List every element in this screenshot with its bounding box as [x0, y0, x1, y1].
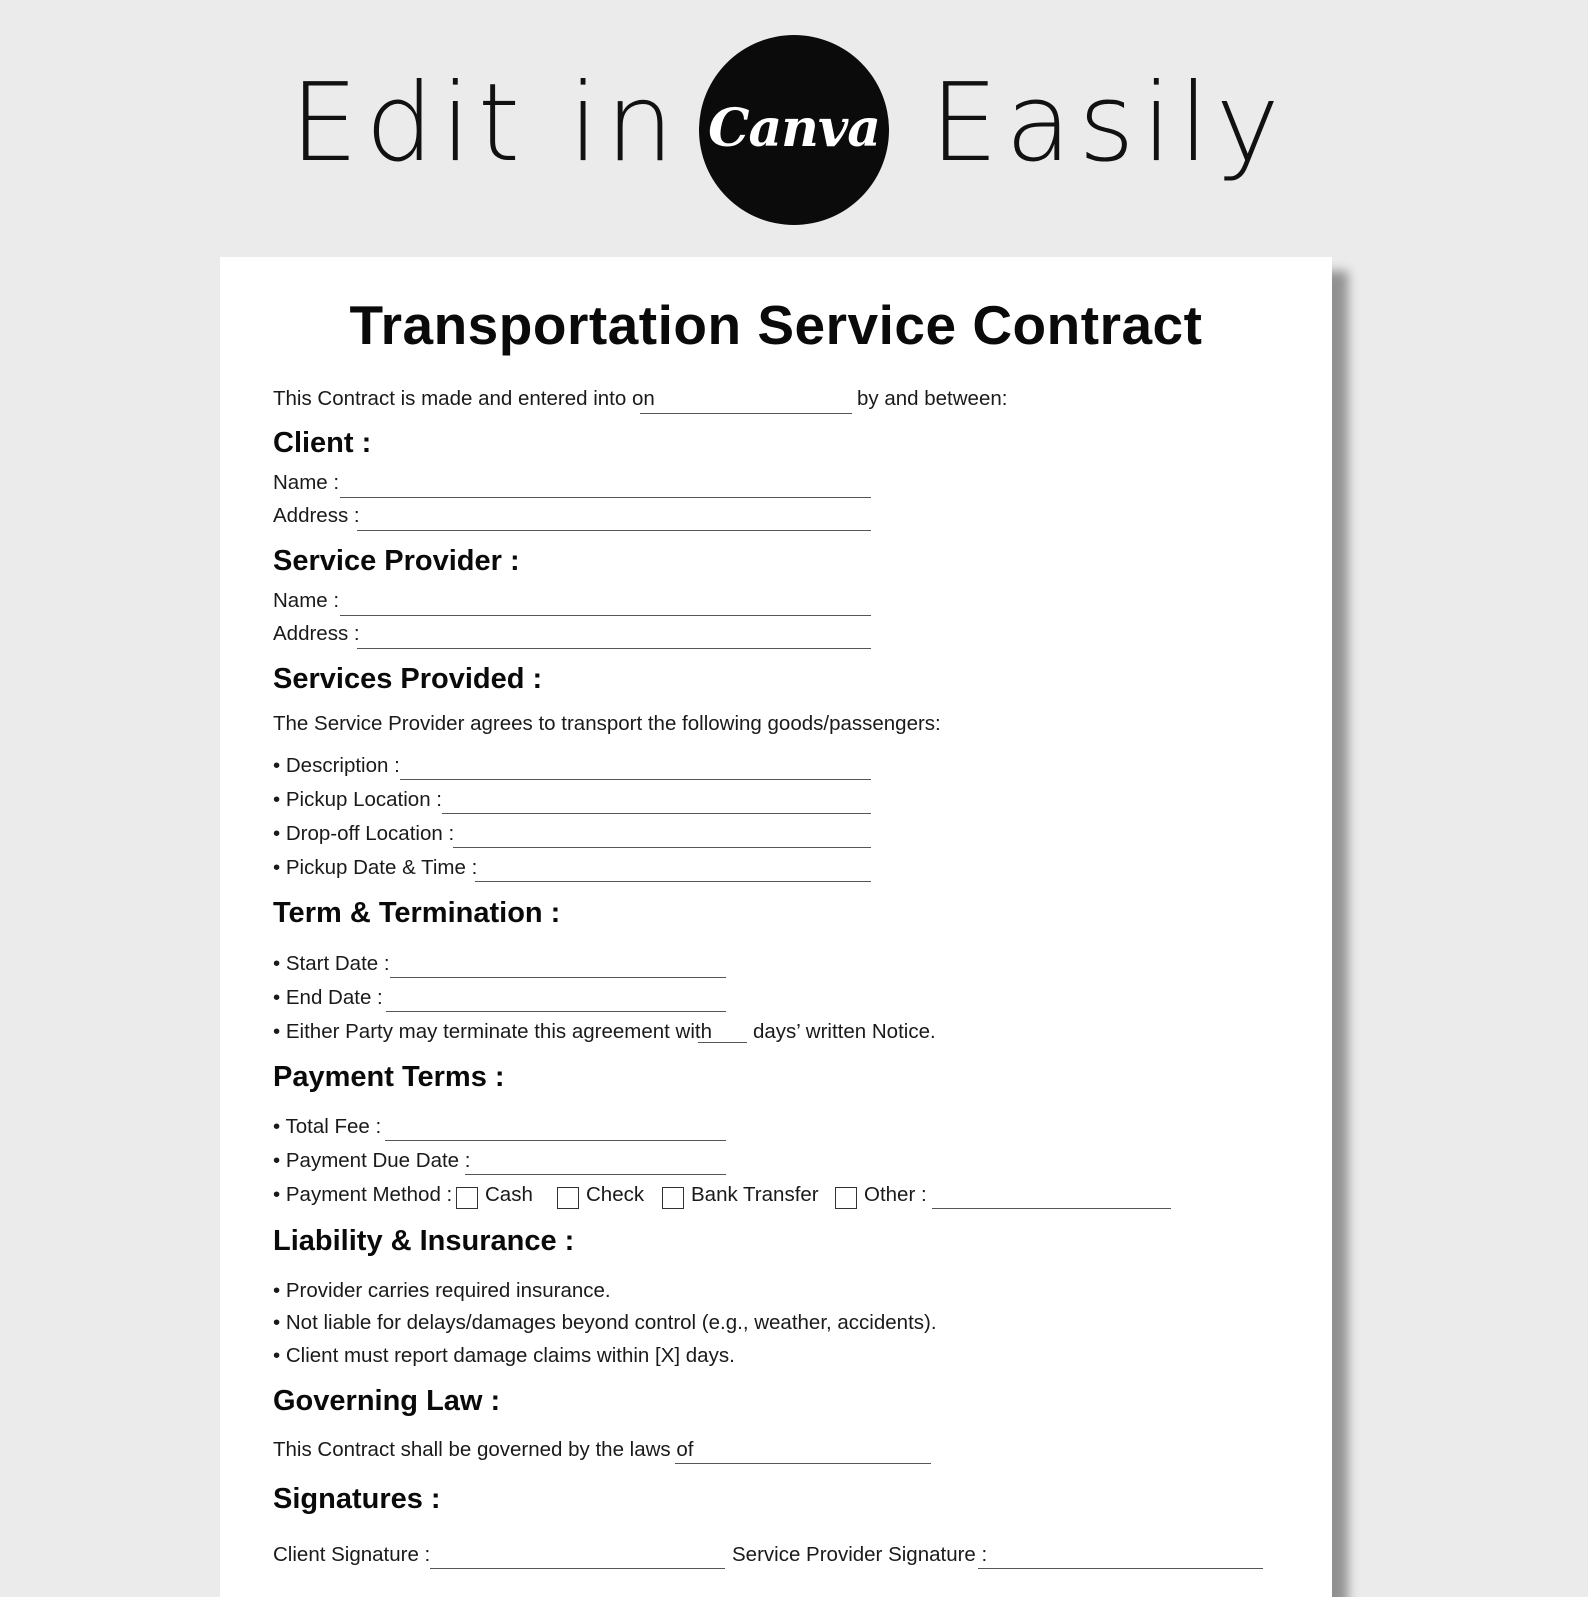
- services-heading: Services Provided :: [273, 663, 543, 695]
- liability-item: • Not liable for delays/damages beyond control (e.g., weather, accidents).: [273, 1311, 937, 1334]
- bank-transfer-option-label: Bank Transfer: [691, 1183, 819, 1206]
- notice-text-after: days’ written Notice.: [753, 1020, 936, 1043]
- pickup-location-label: • Pickup Location :: [273, 788, 442, 811]
- client-signature-label: Client Signature :: [273, 1543, 431, 1566]
- pickup-datetime-field[interactable]: [475, 881, 871, 882]
- dropoff-location-field[interactable]: [453, 847, 871, 848]
- client-address-label: Address :: [273, 504, 360, 527]
- banner-left-text: Edit in: [290, 61, 681, 186]
- contract-page: [220, 257, 1332, 1597]
- pickup-datetime-label: • Pickup Date & Time :: [273, 856, 478, 879]
- governing-law-heading: Governing Law :: [273, 1385, 501, 1417]
- client-heading: Client :: [273, 427, 372, 459]
- provider-signature-label: Service Provider Signature :: [732, 1543, 988, 1566]
- provider-name-field[interactable]: [340, 615, 871, 616]
- notice-days-field[interactable]: [698, 1042, 747, 1043]
- intro-text: This Contract is made and entered into on: [273, 387, 655, 410]
- signatures-heading: Signatures :: [273, 1483, 441, 1515]
- provider-address-field[interactable]: [357, 648, 871, 649]
- client-name-field[interactable]: [340, 497, 871, 498]
- payment-method-label: • Payment Method :: [273, 1183, 453, 1206]
- client-signature-field[interactable]: [430, 1568, 725, 1569]
- liability-heading: Liability & Insurance :: [273, 1225, 575, 1257]
- notice-text: • Either Party may terminate this agreement with: [273, 1020, 712, 1043]
- total-fee-field[interactable]: [385, 1140, 726, 1141]
- services-intro: The Service Provider agrees to transport the following goods/passengers:: [273, 712, 941, 735]
- intro-text-after: by and between:: [857, 387, 1008, 410]
- liability-item: • Client must report damage claims within [X] days.: [273, 1344, 735, 1367]
- provider-address-label: Address :: [273, 622, 360, 645]
- payment-due-label: • Payment Due Date :: [273, 1149, 471, 1172]
- governing-law-text: This Contract shall be governed by the laws of: [273, 1438, 694, 1461]
- other-option-label: Other :: [864, 1183, 927, 1206]
- cash-checkbox[interactable]: [456, 1187, 478, 1209]
- provider-name-label: Name :: [273, 589, 340, 612]
- governing-law-field[interactable]: [675, 1463, 931, 1464]
- provider-signature-field[interactable]: [978, 1568, 1263, 1569]
- payment-heading: Payment Terms :: [273, 1061, 505, 1093]
- client-name-label: Name :: [273, 471, 340, 494]
- provider-heading: Service Provider :: [273, 545, 520, 577]
- document-title: Transportation Service Contract: [349, 294, 1203, 356]
- canva-logo-text: Canva: [708, 97, 880, 159]
- total-fee-label: • Total Fee :: [273, 1115, 382, 1138]
- banner-right-text: Easily: [930, 61, 1287, 186]
- pickup-location-field[interactable]: [442, 813, 871, 814]
- end-date-label: • End Date :: [273, 986, 383, 1009]
- other-checkbox[interactable]: [835, 1187, 857, 1209]
- dropoff-location-label: • Drop-off Location :: [273, 822, 455, 845]
- cash-option-label: Cash: [485, 1183, 533, 1206]
- start-date-label: • Start Date :: [273, 952, 390, 975]
- start-date-field[interactable]: [390, 977, 726, 978]
- payment-due-field[interactable]: [465, 1174, 726, 1175]
- client-address-field[interactable]: [357, 530, 871, 531]
- canva-logo: [699, 35, 889, 225]
- liability-item: • Provider carries required insurance.: [273, 1279, 611, 1302]
- end-date-field[interactable]: [386, 1011, 726, 1012]
- banner-header: [0, 0, 1588, 250]
- term-heading: Term & Termination :: [273, 897, 561, 929]
- date-field[interactable]: [640, 413, 852, 414]
- bank-transfer-checkbox[interactable]: [662, 1187, 684, 1209]
- check-checkbox[interactable]: [557, 1187, 579, 1209]
- other-method-field[interactable]: [932, 1208, 1171, 1209]
- description-label: • Description :: [273, 754, 400, 777]
- check-option-label: Check: [586, 1183, 645, 1206]
- description-field[interactable]: [400, 779, 871, 780]
